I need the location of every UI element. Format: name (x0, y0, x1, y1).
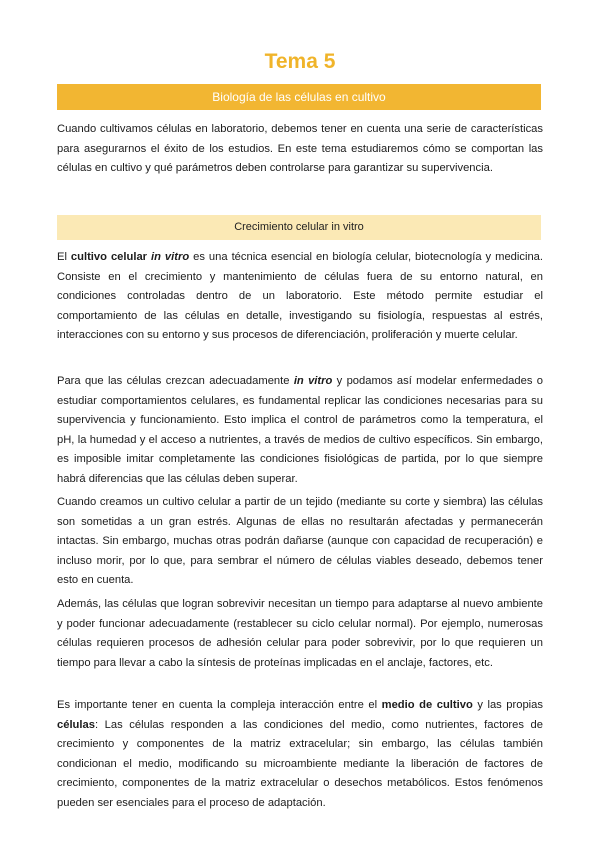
intro-paragraph: Cuando cultivamos células en laboratorio, debemos tener en cuenta una serie de características para asegurarnos el éxito de los estudios. En este tema estudiaremos cómo se comportan las células en cultivo y qué parámetros deben controlarse para garantizar su supervivencia. (57, 123, 543, 174)
paragraph-estres: Cuando creamos un cultivo celular a partir de un tejido (mediante su corte y siembra) las células son sometidas a un gran estrés. Algunas de ellas no resultarán afectadas y permanecerán intactas. Sin embargo, muchas otras podrán dañarse (aunque con capacidad de recuperación) e incluso morir, por lo que, para sembrar el número de células viables deseado, debemos tener esto en cuenta. (57, 496, 543, 586)
section-heading: Crecimiento celular in vitro (57, 215, 541, 240)
paragraph-interaccion: Es importante tener en cuenta la compleja interacción entre el medio de cultivo y las propias células: Las células responden a las condiciones del medio, como nutrientes, factores de crecimiento y componentes de la matriz extracelular; sin embargo, las células también condicionan el medio, modificando su microambiente mediante la liberación de factores de crecimiento, componentes de la matriz extracelular o desechos metabólicos. Estos fenómenos pueden ser esenciales para el proceso de adaptación. (57, 699, 543, 809)
subtitle-banner: Biología de las células en cultivo (57, 84, 541, 110)
paragraph-condiciones: Para que las células crezcan adecuadamente in vitro y podamos así modelar enfermedades o estudiar comportamientos celulares, es fundamental replicar las condiciones necesarias para su supervivencia y funcionamiento. Esto implica el control de parámetros como la temperatura, el pH, la humedad y el acceso a nutrientes, a través de medios de cultivo específicos. Sin embargo, es imposible imitar completamente las condiciones fisiológicas de partida, por lo que siempre habrá diferencias que las células deben superar. (57, 375, 543, 485)
paragraph-cultivo: El cultivo celular in vitro es una técnica esencial en biología celular, biotecnología y medicina. Consiste en el crecimiento y mantenimiento de células fuera de su entorno natural, en condiciones controladas dentro de un laboratorio. Este método permite estudiar el comportamiento de las células en detalle, investigando su fisiología, respuestas al estrés, interacciones con su entorno y sus procesos de diferenciación, proliferación y muerte celular. (57, 251, 544, 341)
paragraph-adaptacion: Además, las células que logran sobrevivir necesitan un tiempo para adaptarse al nuevo ambiente y poder funcionar adecuadamente (restablecer su ciclo celular normal). Por ejemplo, numerosas células requieren procesos de adhesión celular para poder sobrevivir, por lo que requieren un tiempo para llevar a cabo la síntesis de proteínas implicadas en el anclaje, factores, etc. (57, 598, 543, 669)
page-title: Tema 5 (264, 50, 336, 73)
